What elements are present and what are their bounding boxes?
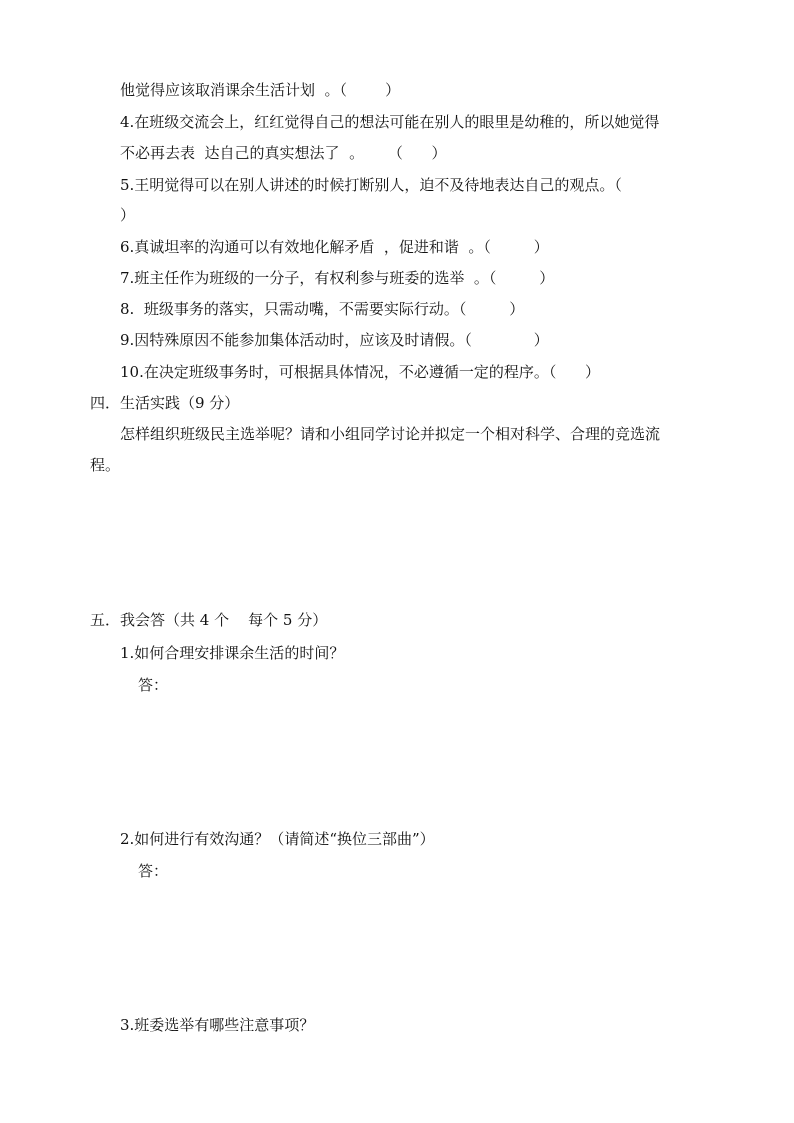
question-1-answer-label: 答： — [138, 676, 169, 694]
judge-item-9: 9.因特殊原因不能参加集体活动时，应该及时请假。（ ） — [120, 331, 549, 349]
judge-item-8: 8. 班级事务的落实，只需动嘴，不需要实际行动。（ ） — [120, 300, 525, 318]
judge-item-4-line1: 4.在班级交流会上，红红觉得自己的想法可能在别人的眼里是幼稚的，所以她觉得 — [120, 113, 660, 131]
judge-item-6: 6.真诚坦率的沟通可以有效地化解矛盾 ，促进和谐 。（ ） — [120, 238, 549, 256]
judge-item-10: 10.在决定班级事务时，可根据具体情况，不必遵循一定的程序。（ ） — [120, 363, 600, 381]
judge-item-3-tail: 他觉得应该取消课余生活计划 。（ ） — [120, 81, 401, 99]
section-4-heading: 四．生活实践（9 分） — [90, 394, 240, 412]
judge-item-7: 7.班主任作为班级的一分子，有权利参与班委的选举 。（ ） — [120, 269, 555, 287]
question-2: 2.如何进行有效沟通？（请简述“换位三部曲”） — [120, 830, 435, 848]
section-4-prompt-line1: 怎样组织班级民主选举呢？请和小组同学讨论并拟定一个相对科学、合理的竞选流 — [120, 425, 661, 443]
judge-item-5-line1: 5.王明觉得可以在别人讲述的时候打断别人，迫不及待地表达自己的观点。（ — [120, 176, 622, 194]
question-1: 1.如何合理安排课余生活的时间？ — [120, 644, 345, 662]
question-3: 3.班委选举有哪些注意事项？ — [120, 1016, 315, 1034]
section-5-heading: 五．我会答（共 4 个 每个 5 分） — [90, 611, 328, 629]
judge-item-5-line2: ） — [120, 206, 136, 224]
section-4-prompt-line2: 程。 — [90, 456, 121, 474]
judge-item-4-line2: 不必再去表 达自己的真实想法了 。 （ ） — [120, 144, 447, 162]
question-2-answer-label: 答： — [138, 862, 169, 880]
